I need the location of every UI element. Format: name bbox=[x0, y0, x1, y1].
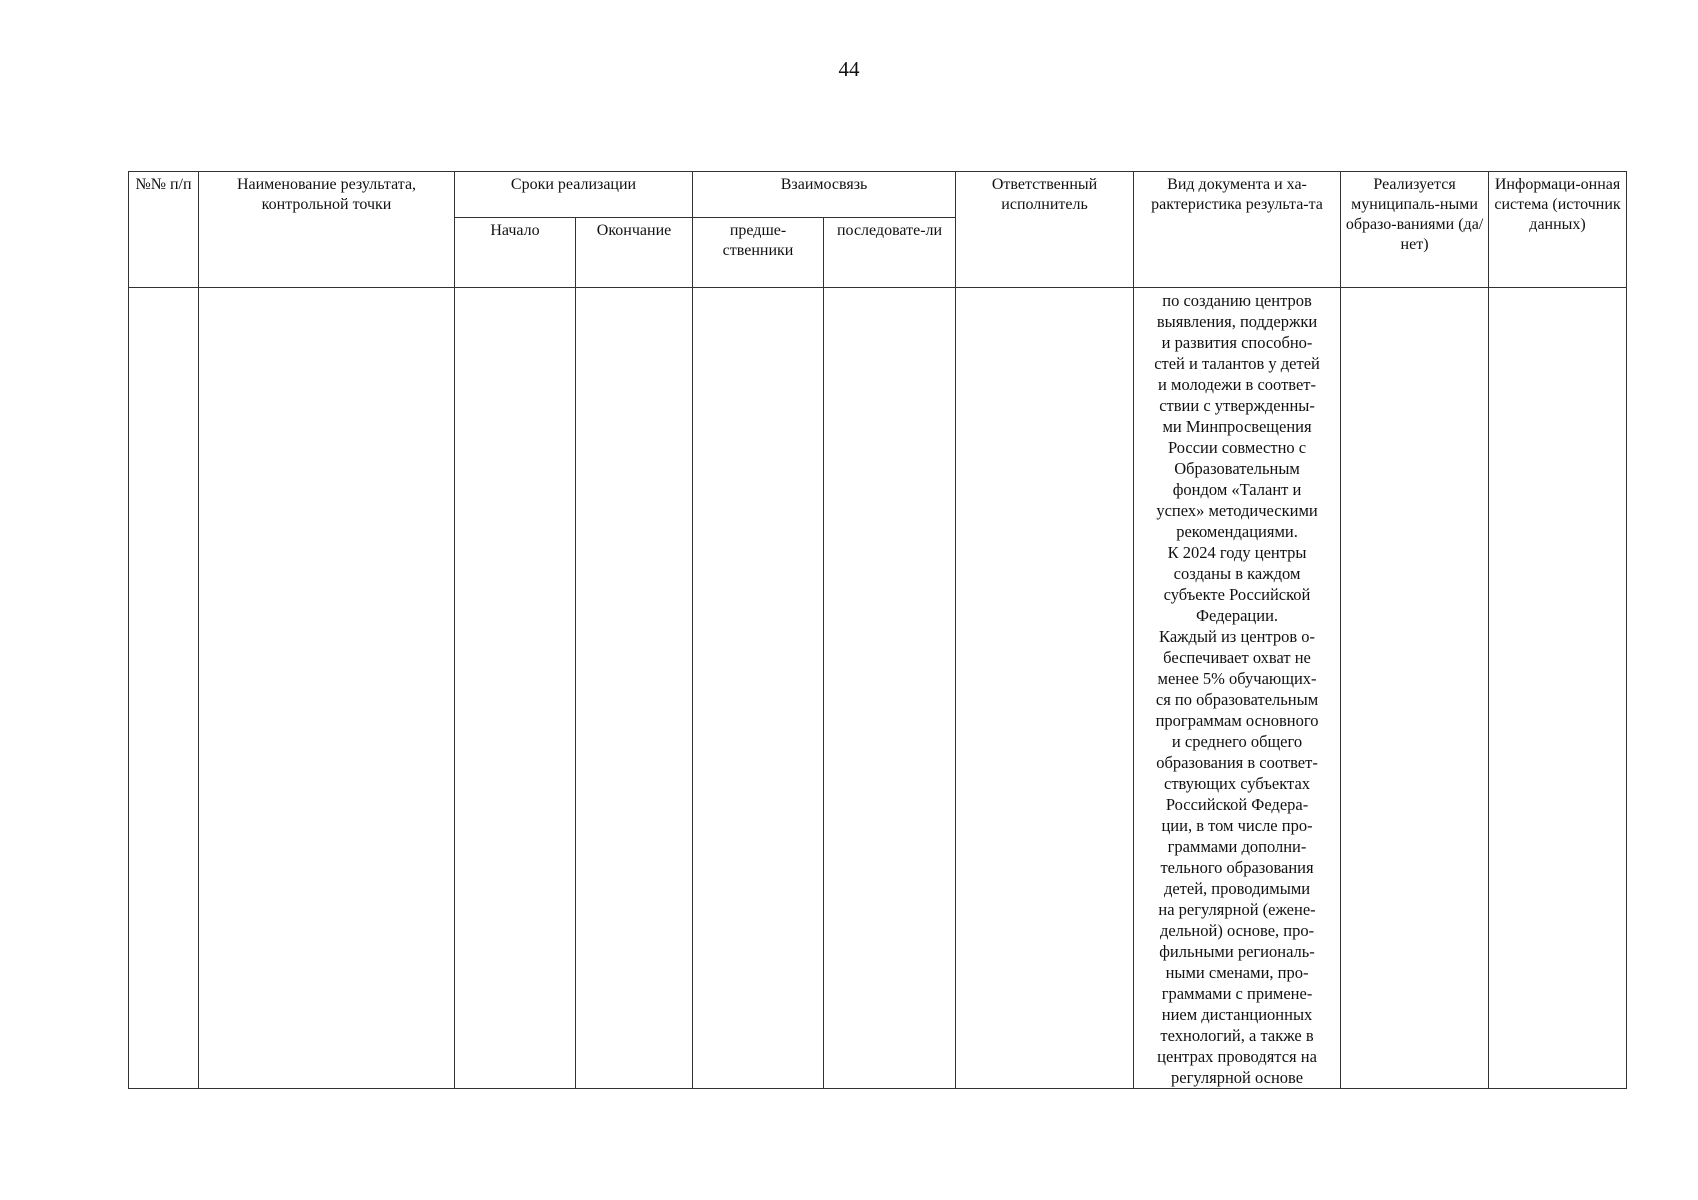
doc-line: программам основного bbox=[1155, 711, 1319, 730]
doc-line: Российской Федера- bbox=[1165, 795, 1309, 814]
doc-line: России совместно с bbox=[1167, 438, 1307, 457]
header-terms: Сроки реализации bbox=[455, 172, 693, 218]
doc-line: Каждый из центров о- bbox=[1159, 627, 1316, 646]
table-row bbox=[129, 288, 1627, 1089]
header-name: Наименование результата, контрольной точки bbox=[199, 172, 455, 288]
doc-line: граммами дополни- bbox=[1167, 837, 1307, 856]
doc-line: стей и талантов у детей bbox=[1154, 354, 1320, 373]
header-responsible: Ответственный исполнитель bbox=[956, 172, 1134, 288]
header-terms-end: Окончание bbox=[576, 218, 693, 288]
cell-name bbox=[199, 288, 455, 1089]
doc-line: образования в соответ- bbox=[1156, 753, 1318, 772]
doc-line: тельного образования bbox=[1160, 858, 1314, 877]
cell-start bbox=[455, 288, 576, 1089]
doc-line: успех» методическими bbox=[1156, 501, 1318, 520]
doc-line: детей, проводимыми bbox=[1163, 879, 1311, 898]
doc-line: Образовательным bbox=[1174, 459, 1300, 478]
doc-line: фильными региональ- bbox=[1159, 942, 1315, 961]
cell-info-system bbox=[1489, 288, 1627, 1089]
header-num: №№ п/п bbox=[129, 172, 199, 288]
doc-line: на регулярной (еженe- bbox=[1158, 900, 1316, 919]
doc-line: дельной) основе, про- bbox=[1159, 921, 1315, 940]
cell-end bbox=[576, 288, 693, 1089]
header-relation: Взаимосвязь bbox=[693, 172, 956, 218]
doc-line: выявления, поддержки bbox=[1156, 312, 1318, 331]
doc-line: ствующих субъектах bbox=[1164, 774, 1311, 793]
doc-line: технологий, а также в bbox=[1160, 1026, 1314, 1045]
doc-line: менее 5% обучающих- bbox=[1157, 669, 1317, 688]
doc-line: граммами с примене- bbox=[1161, 984, 1313, 1003]
cell-pred bbox=[693, 288, 824, 1089]
cell-succ bbox=[824, 288, 956, 1089]
cell-municipal bbox=[1341, 288, 1489, 1089]
doc-line: К 2024 году центры bbox=[1167, 543, 1307, 562]
doc-line: ся по образовательным bbox=[1155, 690, 1319, 709]
doc-line: созданы в каждом bbox=[1173, 564, 1301, 583]
header-relation-succ: последовате-ли bbox=[824, 218, 956, 288]
doc-line: центрах проводятся на bbox=[1157, 1047, 1317, 1066]
doc-line: нием дистанционных bbox=[1161, 1005, 1313, 1024]
doc-line: субъекте Российской bbox=[1163, 585, 1311, 604]
doc-line: и развития способно- bbox=[1161, 333, 1313, 352]
doc-line: и среднего общего bbox=[1171, 732, 1303, 751]
header-relation-pred: предше-ственники bbox=[693, 218, 824, 288]
doc-line: по созданию центров bbox=[1162, 291, 1312, 310]
cell-responsible bbox=[956, 288, 1134, 1089]
header-municipal: Реализуется муниципаль-ными образо-ваниями (да/нет) bbox=[1341, 172, 1489, 288]
header-info-system: Информаци-онная система (источник данных) bbox=[1489, 172, 1627, 288]
header-terms-start: Начало bbox=[455, 218, 576, 288]
doc-line: Федерации. bbox=[1196, 606, 1279, 625]
page-number: 44 bbox=[838, 57, 860, 81]
plan-table bbox=[128, 171, 1627, 1089]
doc-line: рекомендациями. bbox=[1176, 522, 1298, 541]
doc-line: регулярной основе bbox=[1171, 1068, 1304, 1087]
cell-num bbox=[129, 288, 199, 1089]
doc-line: фондом «Талант и bbox=[1172, 480, 1302, 499]
doc-line: ми Минпросвещения bbox=[1162, 417, 1312, 436]
cell-doc-type bbox=[1134, 288, 1341, 1089]
doc-line: ными сменами, про- bbox=[1165, 963, 1309, 982]
header-doc-type: Вид документа и ха-рактеристика результа-та bbox=[1134, 172, 1341, 288]
doc-line: беспечивает охват не bbox=[1163, 648, 1311, 667]
doc-line: ции, в том числе про- bbox=[1161, 816, 1313, 835]
doc-line: и молодежи в соответ- bbox=[1158, 375, 1317, 394]
doc-line: ствии с утвержденны- bbox=[1159, 396, 1315, 415]
